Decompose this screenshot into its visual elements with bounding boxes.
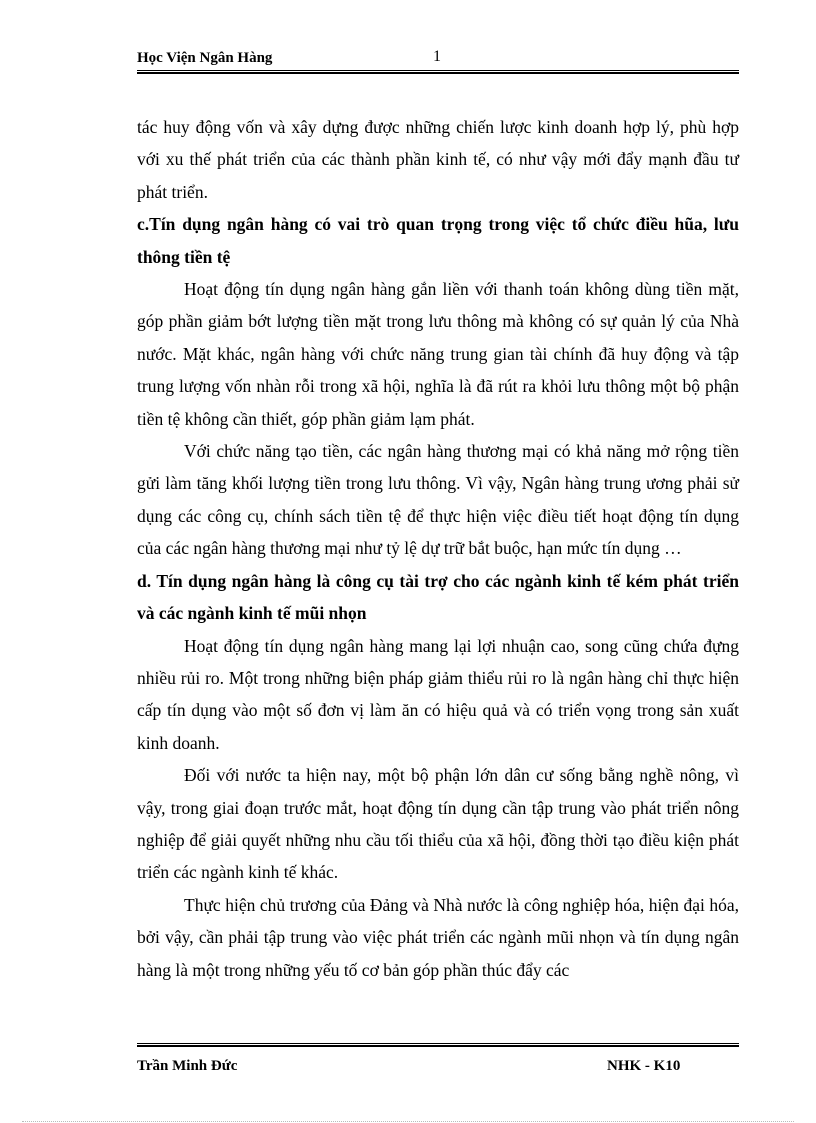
paragraph-agriculture: Đối với nước ta hiện nay, một bộ phận lớn dân cư sống bằng nghề nông, vì vậy, trong giai đoạn trước mắt, hoạt động tín dụng cần tập trung vào phát triển nông nghiệp để giải quyết những nhu cầu tối thiểu của xã hội, đồng thời tạo điều kiện phát triển các ngành kinh tế khác. <box>137 765 739 883</box>
footer-rule <box>137 1043 739 1047</box>
header-institution: Học Viện Ngân Hàng <box>137 50 273 66</box>
paragraph-money-creation: Với chức năng tạo tiền, các ngân hàng thương mại có khả năng mở rộng tiền gửi làm tăng khối lượng tiền trong lưu thông. Vì vậy, Ngân hàng trung ương phải sử dụng các công cụ, chính sách tiền tệ để thực hiện việc điều tiết hoạt động tín dụng của các ngân hàng thương mại như tỷ lệ dự trữ bắt buộc, hạn mức tín dụng … <box>137 441 739 559</box>
footer-author: Trần Minh Đức <box>137 1058 238 1074</box>
page-footer <box>137 1058 739 1078</box>
page-header <box>137 48 739 68</box>
header-rule <box>137 70 739 74</box>
footer-class-code: NHK - K10 <box>607 1058 681 1074</box>
paragraph-industrialization: Thực hiện chủ trương của Đảng và Nhà nước là công nghiệp hóa, hiện đại hóa, bởi vậy, cần phải tập trung vào việc phát triển các ngành mũi nhọn và tín dụng ngân hàng là một trong những yếu tố cơ bản góp phần thúc đẩy các <box>137 894 739 980</box>
paragraph-risk: Hoạt động tín dụng ngân hàng mang lại lợi nhuận cao, song cũng chứa đựng nhiều rủi ro. Một trong những biện pháp giảm thiểu rủi ro là ngân hàng chỉ thực hiện cấp tín dụng vào một số đơn vị làm ăn có hiệu quả và có triển vọng trong sản xuất kinh doanh. <box>137 635 739 753</box>
section-heading-d: d. Tín dụng ngân hàng là công cụ tài trợ cho các ngành kinh tế kém phát triển và các ngành kinh tế mũi nhọn <box>137 570 739 624</box>
page-edge-divider <box>22 1121 794 1122</box>
header-page-number: 1 <box>433 48 441 65</box>
paragraph-cashless-payment: Hoạt động tín dụng ngân hàng gắn liền với thanh toán không dùng tiền mặt, góp phần giảm bớt lượng tiền mặt trong lưu thông mà không có sự quản lý của Nhà nước. Mặt khác, ngân hàng với chức năng trung gian tài chính đã huy động và tập trung lượng vốn nhàn rỗi trong xã hội, nghĩa là đã rút ra khỏi lưu thông một bộ phận tiền tệ không cần thiết, góp phần giảm lạm phát. <box>137 279 739 429</box>
section-heading-c: c.Tín dụng ngân hàng có vai trò quan trọng trong việc tổ chức điều hũa, lưu thông tiền tệ <box>137 214 739 267</box>
document-body <box>137 111 739 986</box>
paragraph-continuation: tác huy động vốn và xây dựng được những chiến lược kinh doanh hợp lý, phù hợp với xu thế phát triển của các thành phần kinh tế, có như vậy mới đẩy mạnh đầu tư phát triển. <box>137 117 739 202</box>
